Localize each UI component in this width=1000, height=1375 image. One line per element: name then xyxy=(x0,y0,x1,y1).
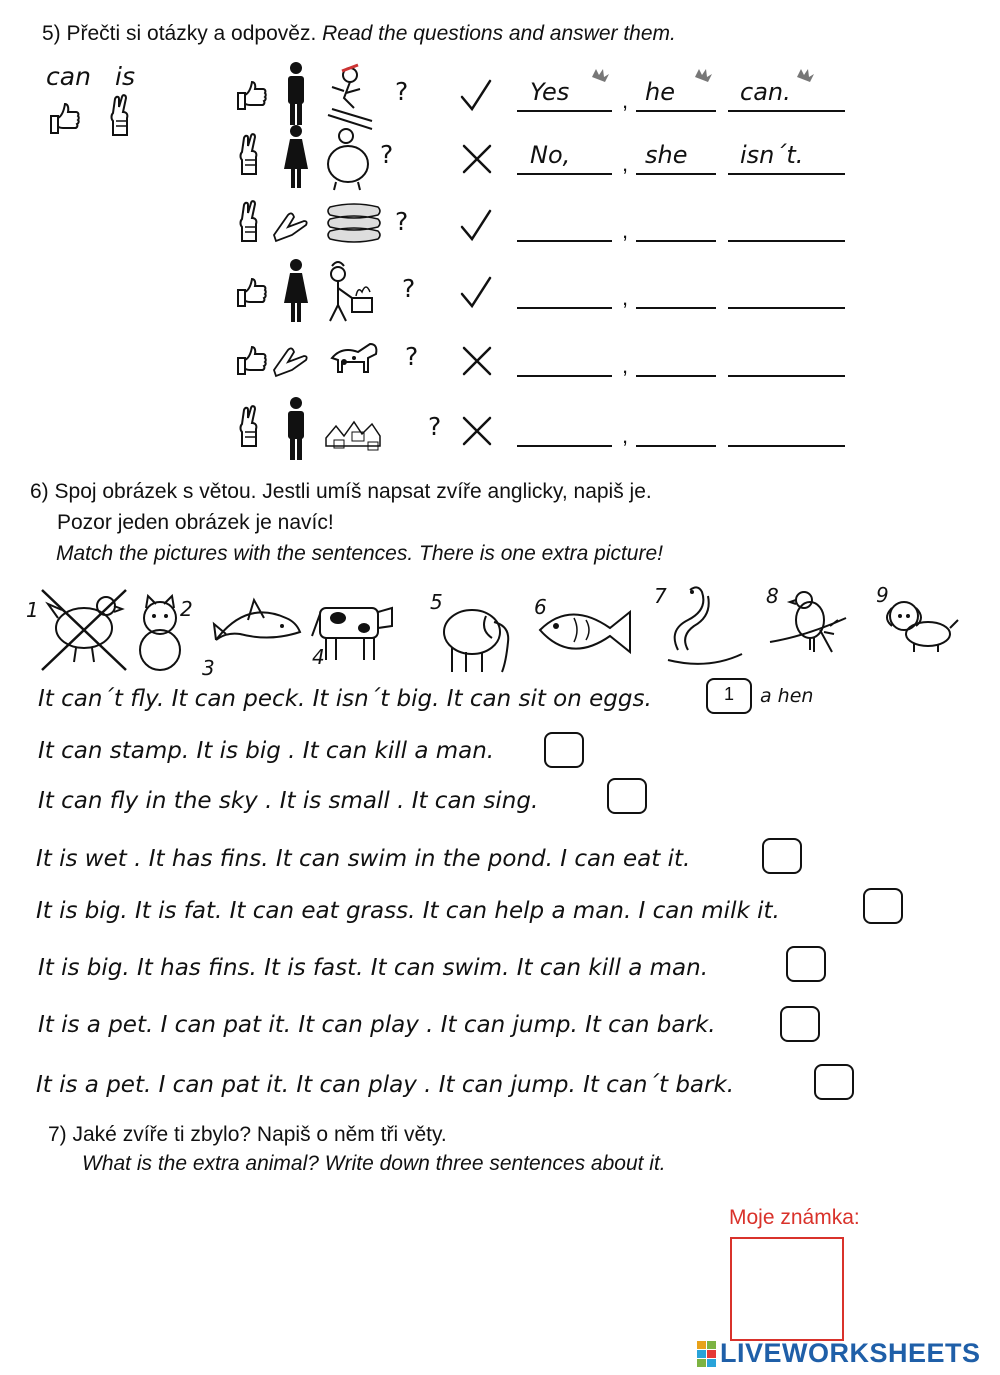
elephant-icon xyxy=(436,596,520,676)
answer-line-1[interactable] xyxy=(517,110,612,112)
answer-line-1[interactable] xyxy=(517,173,612,175)
brand-name: LIVEWORKSHEETS xyxy=(720,1338,981,1368)
legend-is-label: is xyxy=(115,62,135,91)
crossed-fingers-icon xyxy=(107,95,133,137)
pillows-picture-icon xyxy=(322,193,386,259)
fish-icon xyxy=(534,596,646,662)
answer-text-2: he xyxy=(645,78,675,106)
crossed-fingers-icon xyxy=(236,201,262,245)
answer-text-3: isn´t. xyxy=(740,141,804,169)
comma: , xyxy=(622,285,629,310)
crossed-fingers-icon xyxy=(236,406,262,450)
animal-number-7: 7 xyxy=(654,584,667,608)
snake-icon xyxy=(658,584,748,668)
woman-icon xyxy=(284,124,308,190)
skier-picture-icon xyxy=(322,63,386,129)
answer-text-2: she xyxy=(645,141,688,169)
answer-line-1[interactable] xyxy=(517,375,612,377)
question-mark: ? xyxy=(402,274,416,303)
check-icon xyxy=(460,79,494,113)
sentence-text: It is a pet. I can pat it. It can play . It can jump. It can bark. xyxy=(38,1012,716,1038)
thumbs-up-icon xyxy=(235,344,269,378)
answer-line-2[interactable] xyxy=(636,240,716,242)
sentence-text: It can´t fly. It can peck. It isn´t big. It can sit on eggs. xyxy=(38,686,652,712)
mess-picture-icon xyxy=(322,398,386,464)
question-mark: ? xyxy=(428,412,442,441)
sentence-text: It can fly in the sky . It is small . It can sing. xyxy=(38,788,539,814)
answer-line-2[interactable] xyxy=(636,110,716,112)
sentence-text: It can stamp. It is big . It can kill a man. xyxy=(38,738,495,764)
answer-text-3: can. xyxy=(740,78,791,106)
section7-title: 7) Jaké zvíře ti zbylo? Napiš o něm tři věty. xyxy=(48,1123,447,1146)
animal-number-9: 9 xyxy=(876,583,889,607)
comma: , xyxy=(622,151,629,176)
sentence-text: It is a pet. I can pat it. It can play . It can jump. It can´t bark. xyxy=(36,1072,735,1098)
section5-title: 5) Přečti si otázky a odpověz. Read the questions and answer them. xyxy=(42,22,676,45)
thumbs-up-icon xyxy=(235,276,269,310)
man-icon xyxy=(284,61,308,127)
answer-box[interactable]: 1 xyxy=(706,678,752,714)
animal-number-4: 4 xyxy=(312,645,325,669)
hen-icon xyxy=(36,584,132,672)
answer-box[interactable] xyxy=(814,1064,854,1100)
thumbs-up-icon xyxy=(47,100,81,136)
animal-number-8: 8 xyxy=(766,584,779,608)
answer-box[interactable] xyxy=(786,946,826,982)
answer-line-2[interactable] xyxy=(636,445,716,447)
check-icon xyxy=(460,276,494,310)
brand-blocks-icon xyxy=(696,1340,718,1368)
answer-line-3[interactable] xyxy=(728,445,845,447)
answer-line-3[interactable] xyxy=(728,240,845,242)
comma: , xyxy=(622,353,629,378)
cross-icon xyxy=(460,142,494,176)
sentence-text: It is big. It has fins. It is fast. It can swim. It can kill a man. xyxy=(38,955,709,981)
cat-icon xyxy=(130,596,194,670)
grade-label: Moje známka: xyxy=(729,1206,860,1229)
comma: , xyxy=(622,218,629,243)
clap-icon xyxy=(590,67,610,81)
comma: , xyxy=(622,88,629,113)
fat-person-picture-icon xyxy=(322,126,386,192)
animal-number-1: 1 xyxy=(26,598,39,622)
answer-line-3[interactable] xyxy=(728,307,845,309)
section6-warning: Pozor jeden obrázek je navíc! xyxy=(57,511,334,534)
answer-text-1: No, xyxy=(530,141,571,169)
bird-icon xyxy=(770,586,866,666)
shark-icon xyxy=(212,584,304,674)
question-mark: ? xyxy=(380,140,394,169)
question-mark: ? xyxy=(405,342,419,371)
comma: , xyxy=(622,423,629,448)
thumbs-up-icon xyxy=(235,79,269,113)
check-icon xyxy=(460,209,494,243)
cross-icon xyxy=(460,414,494,448)
animal-number-6: 6 xyxy=(534,595,547,619)
answer-line-1[interactable] xyxy=(517,445,612,447)
cook-picture-icon xyxy=(322,260,386,326)
man-icon xyxy=(284,396,308,462)
section6-title: 6) Spoj obrázek s větou. Jestli umíš napsat zvíře anglicky, napiš je. xyxy=(30,480,652,503)
answer-line-3[interactable] xyxy=(728,110,845,112)
animal-number-5: 5 xyxy=(430,590,443,614)
answer-line-2[interactable] xyxy=(636,307,716,309)
cross-icon xyxy=(460,344,494,378)
answer-box[interactable] xyxy=(863,888,903,924)
clap-icon xyxy=(795,67,815,81)
answer-box[interactable] xyxy=(607,778,647,814)
answer-line-1[interactable] xyxy=(517,307,612,309)
answer-line-3[interactable] xyxy=(728,173,845,175)
dog-icon xyxy=(880,594,960,660)
grade-box[interactable] xyxy=(730,1237,844,1341)
section7-title-en: What is the extra animal? Write down three sentences about it. xyxy=(82,1152,666,1175)
hands-you-icon xyxy=(270,340,314,380)
dog-picture-icon xyxy=(322,328,386,394)
animal-number-3: 3 xyxy=(202,656,215,680)
answer-line-2[interactable] xyxy=(636,173,716,175)
answer-box[interactable] xyxy=(762,838,802,874)
sentence-text: It is wet . It has fins. It can swim in the pond. I can eat it. xyxy=(36,846,691,872)
brand-logo xyxy=(696,1338,981,1369)
answer-note: a hen xyxy=(760,685,814,707)
woman-icon xyxy=(284,258,308,324)
answer-line-3[interactable] xyxy=(728,375,845,377)
clap-icon xyxy=(693,67,713,81)
answer-box[interactable] xyxy=(544,732,584,768)
hands-you-icon xyxy=(270,205,314,245)
sentence-text: It is big. It is fat. It can eat grass. It can help a man. I can milk it. xyxy=(36,898,780,924)
answer-text-1: Yes xyxy=(530,78,570,106)
animal-number-2: 2 xyxy=(180,597,193,621)
legend-can-label: can xyxy=(46,62,91,91)
question-mark: ? xyxy=(395,77,409,106)
answer-line-1[interactable] xyxy=(517,240,612,242)
section6-title-en: Match the pictures with the sentences. There is one extra picture! xyxy=(56,542,663,565)
crossed-fingers-icon xyxy=(236,134,262,178)
answer-box[interactable] xyxy=(780,1006,820,1042)
cow-icon xyxy=(306,590,402,672)
answer-line-2[interactable] xyxy=(636,375,716,377)
question-mark: ? xyxy=(395,207,409,236)
